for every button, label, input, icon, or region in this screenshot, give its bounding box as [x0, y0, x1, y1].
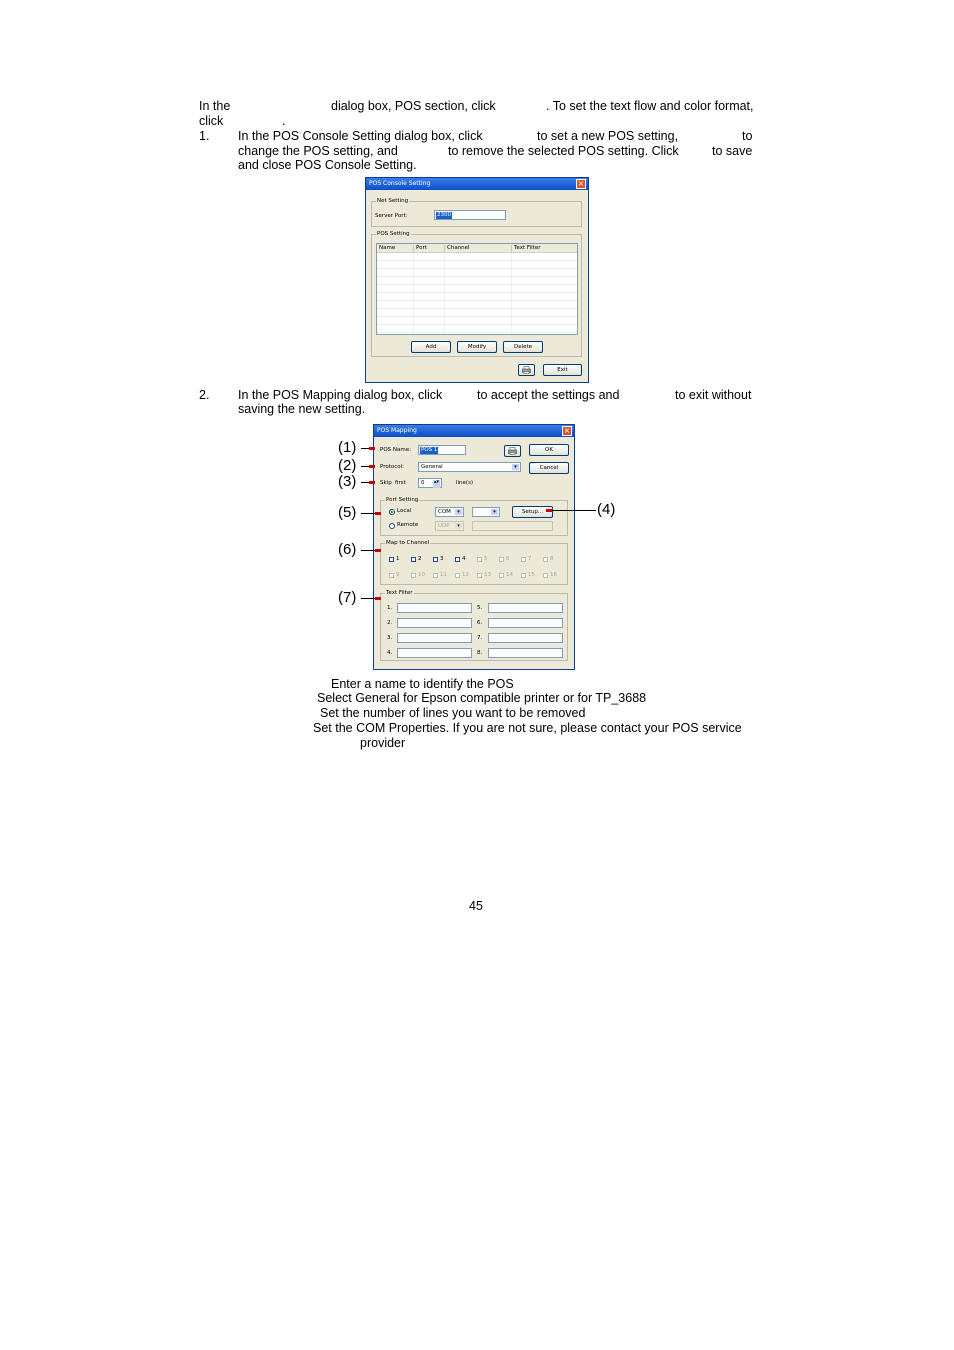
channel-label: 3 [440, 556, 444, 562]
ok-button[interactable]: OK [529, 444, 569, 456]
channel-label: 5 [484, 556, 488, 562]
step1-text-2b: to remove the selected POS setting. Click [448, 144, 679, 158]
filter-input[interactable] [488, 648, 563, 658]
callout-3: (3) [338, 473, 357, 490]
intro-text-2a: click [199, 114, 224, 128]
step2-text-1c: to exit without [675, 388, 752, 402]
protocol-value: General [421, 464, 443, 470]
printer-icon [522, 366, 531, 374]
filter-label: 7. [477, 635, 483, 641]
channel-checkbox[interactable] [543, 573, 548, 578]
filter-label: 6. [477, 620, 483, 626]
channel-checkbox[interactable] [389, 573, 394, 578]
channel-checkbox[interactable] [455, 573, 460, 578]
channel-checkbox[interactable] [499, 573, 504, 578]
remote-label: Remote [397, 522, 419, 528]
pos-list[interactable] [376, 243, 578, 335]
pos-list-header [377, 244, 577, 253]
description-1: Enter a name to identify the POS [331, 677, 514, 691]
filter-input[interactable] [488, 618, 563, 628]
delete-button[interactable]: Delete [503, 341, 543, 353]
callout-line [546, 510, 596, 511]
skip-lines-spinner[interactable] [418, 478, 442, 488]
intro-text-1b: dialog box, POS section, click [331, 99, 496, 113]
channel-checkbox[interactable] [521, 573, 526, 578]
pos-setting-label: POS Setting [377, 231, 410, 237]
callout-marker [369, 447, 375, 450]
server-port-input[interactable] [434, 210, 506, 220]
chevron-down-icon[interactable]: ▾ [512, 464, 519, 470]
filter-input[interactable] [397, 648, 472, 658]
console-titlebar [366, 178, 588, 190]
channel-checkbox[interactable] [499, 557, 504, 562]
channel-checkbox[interactable] [411, 573, 416, 578]
local-port-value: COM [438, 509, 451, 515]
map-channel-label: Map to Channel [386, 540, 430, 546]
channel-label: 16 [550, 572, 557, 578]
step1-text-1b: to set a new POS setting, [537, 129, 679, 143]
channel-checkbox[interactable] [433, 557, 438, 562]
exit-button[interactable]: Exit [543, 364, 582, 376]
callout-marker [546, 509, 552, 512]
mapping-title: POS Mapping [377, 427, 417, 434]
column-header[interactable]: Channel [444, 245, 470, 252]
setup-button[interactable]: Setup... [512, 506, 553, 518]
com-number-select[interactable] [472, 507, 500, 517]
callout-marker [375, 512, 381, 515]
console-title: POS Console Setting [369, 180, 431, 187]
server-port-value: 2300 [437, 212, 451, 218]
filter-input[interactable] [397, 633, 472, 643]
chevron-down-icon[interactable]: ▾ [455, 509, 462, 515]
channel-label: 9 [396, 572, 400, 578]
step1-text-2c: to save [712, 144, 753, 158]
channel-label: 4 [462, 556, 466, 562]
callout-6: (6) [338, 541, 357, 558]
channel-checkbox[interactable] [543, 557, 548, 562]
protocol-select[interactable] [418, 462, 521, 472]
step2-number: 2. [199, 388, 210, 402]
net-setting-label: Net Setting [377, 198, 409, 204]
intro-text-2b: . [282, 114, 286, 128]
step1-text-1a: In the POS Console Setting dialog box, click [238, 129, 483, 143]
channel-label: 8 [550, 556, 554, 562]
callout-1: (1) [338, 439, 357, 456]
filter-label: 5. [477, 605, 483, 611]
callout-marker [369, 465, 375, 468]
filter-input[interactable] [488, 633, 563, 643]
cancel-button[interactable]: Cancel [529, 462, 569, 474]
pos-name-value: POS 1 [421, 447, 438, 453]
chevron-down-icon[interactable]: ▾ [491, 509, 498, 515]
step2-text-1a: In the POS Mapping dialog box, click [238, 388, 443, 402]
first-label: first [395, 480, 406, 486]
channel-label: 6 [506, 556, 510, 562]
channel-label: 7 [528, 556, 532, 562]
channel-label: 11 [440, 572, 447, 578]
channel-checkbox[interactable] [455, 557, 460, 562]
chevron-down-icon[interactable]: ▾ [455, 523, 462, 529]
filter-input[interactable] [488, 603, 563, 613]
filter-label: 2. [387, 620, 393, 626]
modify-button[interactable]: Modify [457, 341, 497, 353]
net-setting-group [371, 198, 582, 227]
printer-button[interactable] [504, 445, 521, 457]
channel-label: 15 [528, 572, 535, 578]
channel-checkbox[interactable] [411, 557, 416, 562]
channel-checkbox[interactable] [477, 557, 482, 562]
printer-button[interactable] [518, 364, 535, 376]
filter-label: 8. [477, 650, 483, 656]
column-header[interactable]: Text Filter [511, 245, 541, 252]
callout-5: (5) [338, 504, 357, 521]
channel-checkbox[interactable] [389, 557, 394, 562]
filter-label: 3. [387, 635, 393, 641]
step2-text-2: saving the new setting. [238, 402, 366, 416]
skip-value: 0 [421, 480, 425, 486]
channel-checkbox[interactable] [433, 573, 438, 578]
close-icon[interactable]: × [563, 426, 571, 435]
port-setting-group [380, 497, 568, 536]
protocol-label: Protocol: [380, 464, 405, 470]
step1-text-1c: to [742, 129, 753, 143]
grid-line [413, 253, 414, 334]
text-filter-label: Text Filter [386, 590, 413, 596]
pos-name-input[interactable] [418, 445, 466, 455]
step1-number: 1. [199, 129, 210, 143]
callout-2: (2) [338, 457, 357, 474]
description-2: Select General for Epson compatible printer or for TP_3688 [317, 691, 647, 705]
printer-icon [508, 447, 517, 455]
pos-setting-group [371, 231, 582, 357]
skip-label: Skip [380, 480, 392, 486]
channel-label: 14 [506, 572, 513, 578]
local-label: Local [397, 508, 412, 514]
mapping-titlebar [374, 425, 574, 437]
channel-label: 10 [418, 572, 425, 578]
filter-label: 4. [387, 650, 393, 656]
lines-label: line(s) [456, 480, 474, 486]
pos-console-dialog [365, 177, 589, 383]
text-filter-group [380, 590, 568, 661]
grid-line [444, 253, 445, 334]
filter-input[interactable] [397, 618, 472, 628]
callout-4: (4) [597, 501, 616, 518]
remote-ip-input[interactable] [472, 521, 553, 531]
pos-list-rows [377, 253, 577, 334]
add-button[interactable]: Add [411, 341, 451, 353]
remote-radio[interactable] [389, 523, 395, 529]
callout-marker [375, 597, 381, 600]
filter-input[interactable] [397, 603, 472, 613]
map-channel-group [380, 540, 568, 585]
page-number: 45 [469, 899, 483, 913]
description-4b: provider [360, 736, 406, 750]
callout-marker [375, 549, 381, 552]
channel-label: 12 [462, 572, 469, 578]
step2-text-1b: to accept the settings and [477, 388, 620, 402]
close-icon[interactable]: × [577, 179, 585, 188]
channel-label: 13 [484, 572, 491, 578]
column-header[interactable]: Name [379, 245, 396, 251]
callout-7: (7) [338, 589, 357, 606]
filter-label: 1. [387, 605, 393, 611]
remote-port-select[interactable] [435, 521, 464, 531]
channel-label: 1 [396, 556, 400, 562]
step1-text-3: and close POS Console Setting. [238, 158, 417, 172]
remote-port-value: UDP [438, 523, 450, 529]
step1-text-2a: change the POS setting, and [238, 144, 398, 158]
pos-mapping-dialog [373, 424, 575, 670]
local-port-select[interactable] [435, 507, 464, 517]
server-port-label: Server Port: [375, 213, 408, 219]
channel-label: 2 [418, 556, 422, 562]
description-4a: Set the COM Properties. If you are not sure, please contact your POS service [313, 721, 742, 735]
port-setting-label: Port Setting [386, 497, 419, 503]
description-3: Set the number of lines you want to be removed [320, 706, 586, 720]
intro-text-1c: . To set the text flow and color format, [546, 99, 754, 113]
grid-line [511, 253, 512, 334]
local-radio[interactable] [389, 509, 395, 515]
column-header[interactable]: Port [413, 245, 427, 252]
channel-checkbox[interactable] [477, 573, 482, 578]
callout-marker [369, 481, 375, 484]
spinner-arrows-icon[interactable]: ▴▾ [433, 480, 440, 488]
intro-text-1a: In the [199, 99, 231, 113]
pos-name-label: POS Name: [380, 447, 411, 453]
channel-checkbox[interactable] [521, 557, 526, 562]
